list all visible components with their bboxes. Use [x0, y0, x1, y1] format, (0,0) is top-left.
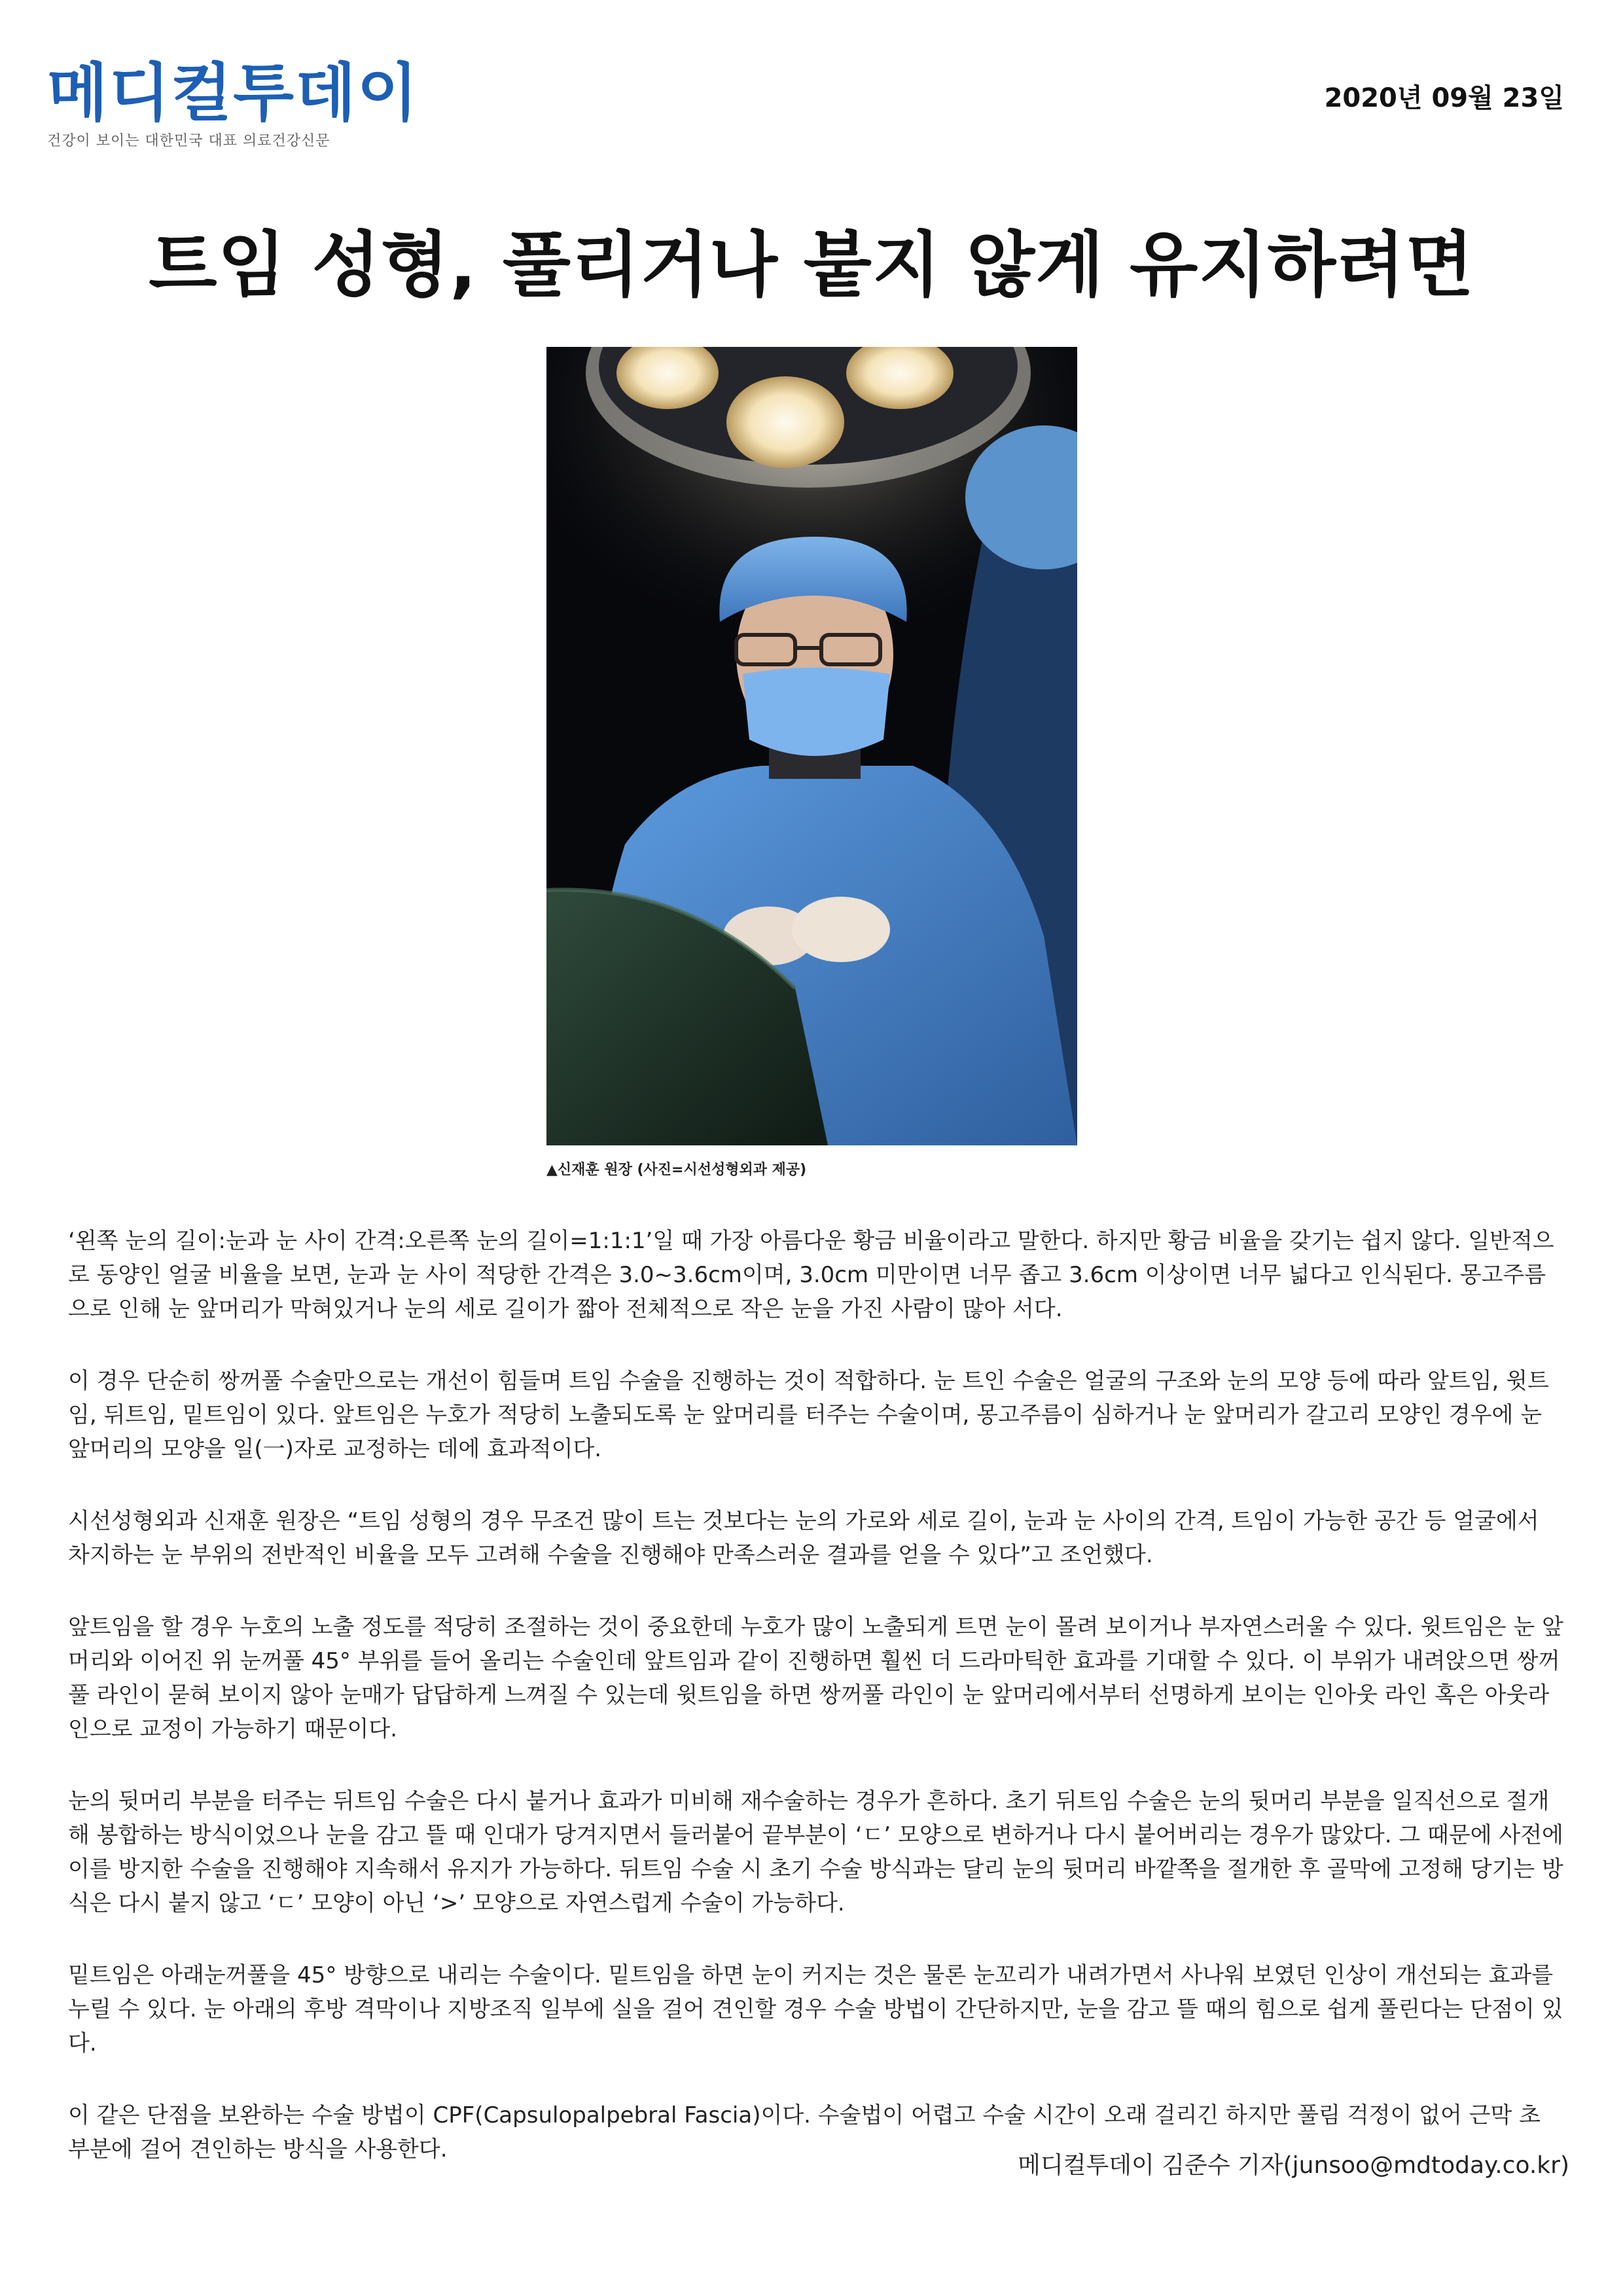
article-paragraph: 이 같은 단점을 보완하는 수술 방법이 CPF(Capsulopalpebral Fascia)이다. 수술법이 어렵고 수술 시간이 오래 걸리긴 하지만 풀림 걱정이 없어 근막 초 부분에 걸어 견인하는 방식을 사용한다. [68, 2102, 1541, 2162]
reporter-byline: 메디컬투데이 김준수 기자(junsoo@mdtoday.co.kr) [1018, 2152, 1569, 2179]
surgeon-photo-illustration [546, 347, 1077, 1145]
article-paragraph: 이 경우 단순히 쌍꺼풀 수술만으로는 개선이 힘들며 트임 수술을 진행하는 것이 적합하다. 눈 트인 수술은 얼굴의 구조와 눈의 모양 등에 따라 앞트임, 윗트임, 뒤트임, 밑트임이 있다. 앞트임은 누호가 적당히 노출되도록 눈 앞머리를 터주는 수술이며, 몽고주름이 심하거나 눈 앞머리가 갈고리 모양인 경우에 눈 앞머리의 모양을 일(一)자로 교정하는 데에 효과적이다. [68, 1368, 1549, 1462]
photo-caption: ▲신재훈 원장 (사진=시선성형외과 제공) [546, 1162, 807, 1178]
surgeon-photo [546, 347, 1077, 1145]
newspaper-tagline: 건강이 보이는 대한민국 대표 의료건강신문 [47, 133, 330, 149]
article-headline: 트임 성형, 풀리거나 붙지 않게 유지하려면 [149, 224, 1474, 306]
article-paragraph: 눈의 뒷머리 부분을 터주는 뒤트임 수술은 다시 붙거나 효과가 미비해 재수술하는 경우가 흔하다. 초기 뒤트임 수술은 눈의 뒷머리 부분을 일직선으로 절개해 봉합하는 방식이었으나 눈을 감고 뜰 때 인대가 당겨지면서 들러붙어 끝부분이 ‘ㄷ’ 모양으로 변하거나 다시 붙어버리는 경우가 많았다. 그 때문에 사전에 이를 방지한 수술을 진행해야 지속해서 유지가 가능하다. 뒤트임 수술 시 초기 수술 방식과는 달리 눈의 뒷머리 바깥쪽을 절개한 후 골막에 고정해 당기는 방식은 다시 붙지 않고 ‘ㄷ’ 모양이 아닌 ‘>’ 모양으로 자연스럽게 수술이 가능하다. [68, 1788, 1563, 1916]
article-paragraph: 시선성형외과 신재훈 원장은 “트임 성형의 경우 무조건 많이 트는 것보다는 눈의 가로와 세로 길이, 눈과 눈 사이의 간격, 트임이 가능한 공간 등 얼굴에서 차지하는 눈 부위의 전반적인 비율을 모두 고려해 수술을 진행해야 만족스러운 결과를 얻을 수 있다”고 조언했다. [68, 1508, 1539, 1568]
newspaper-logo[interactable]: 메디컬투데이 [47, 56, 419, 130]
article-body [68, 1224, 1567, 2204]
article-paragraph: ‘왼쪽 눈의 길이:눈과 눈 사이 간격:오른쪽 눈의 길이=1:1:1’일 때 가장 아름다운 황금 비율이라고 말한다. 하지만 황금 비율을 갖기는 쉽지 않다. 일반적으로 동양인 얼굴 비율을 보면, 눈과 눈 사이 적당한 간격은 3.0~3.6cm이며, 3.0cm 미만이면 너무 좁고 3.6cm 이상이면 너무 넓다고 인식된다. 몽고주름으로 인해 눈 앞머리가 막혀있거나 눈의 세로 길이가 짧아 전체적으로 작은 눈을 가진 사람이 많아 서다. [68, 1228, 1554, 1322]
publication-date: 2020년 09월 23일 [1324, 83, 1564, 113]
article-paragraph: 밑트임은 아래눈꺼풀을 45° 방향으로 내리는 수술이다. 밑트임을 하면 눈이 커지는 것은 물론 눈꼬리가 내려가면서 사나워 보였던 인상이 개선되는 효과를 누릴 수 있다. 눈 아래의 후방 격막이나 지방조직 일부에 실을 걸어 견인할 경우 수술 방법이 간단하지만, 눈을 감고 뜰 때의 힘으로 쉽게 풀린다는 단점이 있다. [68, 1962, 1563, 2056]
masthead-block [47, 56, 419, 150]
article-paragraph: 앞트임을 할 경우 누호의 노출 정도를 적당히 조절하는 것이 중요한데 누호가 많이 노출되게 트면 눈이 몰려 보이거나 부자연스러울 수 있다. 윗트임은 눈 앞머리와 이어진 위 눈꺼풀 45° 부위를 들어 올리는 수술인데 앞트임과 같이 진행하면 훨씬 더 드라마틱한 효과를 기대할 수 있다. 이 부위가 내려앉으면 쌍꺼풀 라인이 묻혀 보이지 않아 눈매가 답답하게 느껴질 수 있는데 윗트임을 하면 쌍꺼풀 라인이 눈 앞머리에서부터 선명하게 보이는 인아웃 라인 혹은 아웃라인으로 교정이 가능하기 때문이다. [68, 1614, 1563, 1742]
